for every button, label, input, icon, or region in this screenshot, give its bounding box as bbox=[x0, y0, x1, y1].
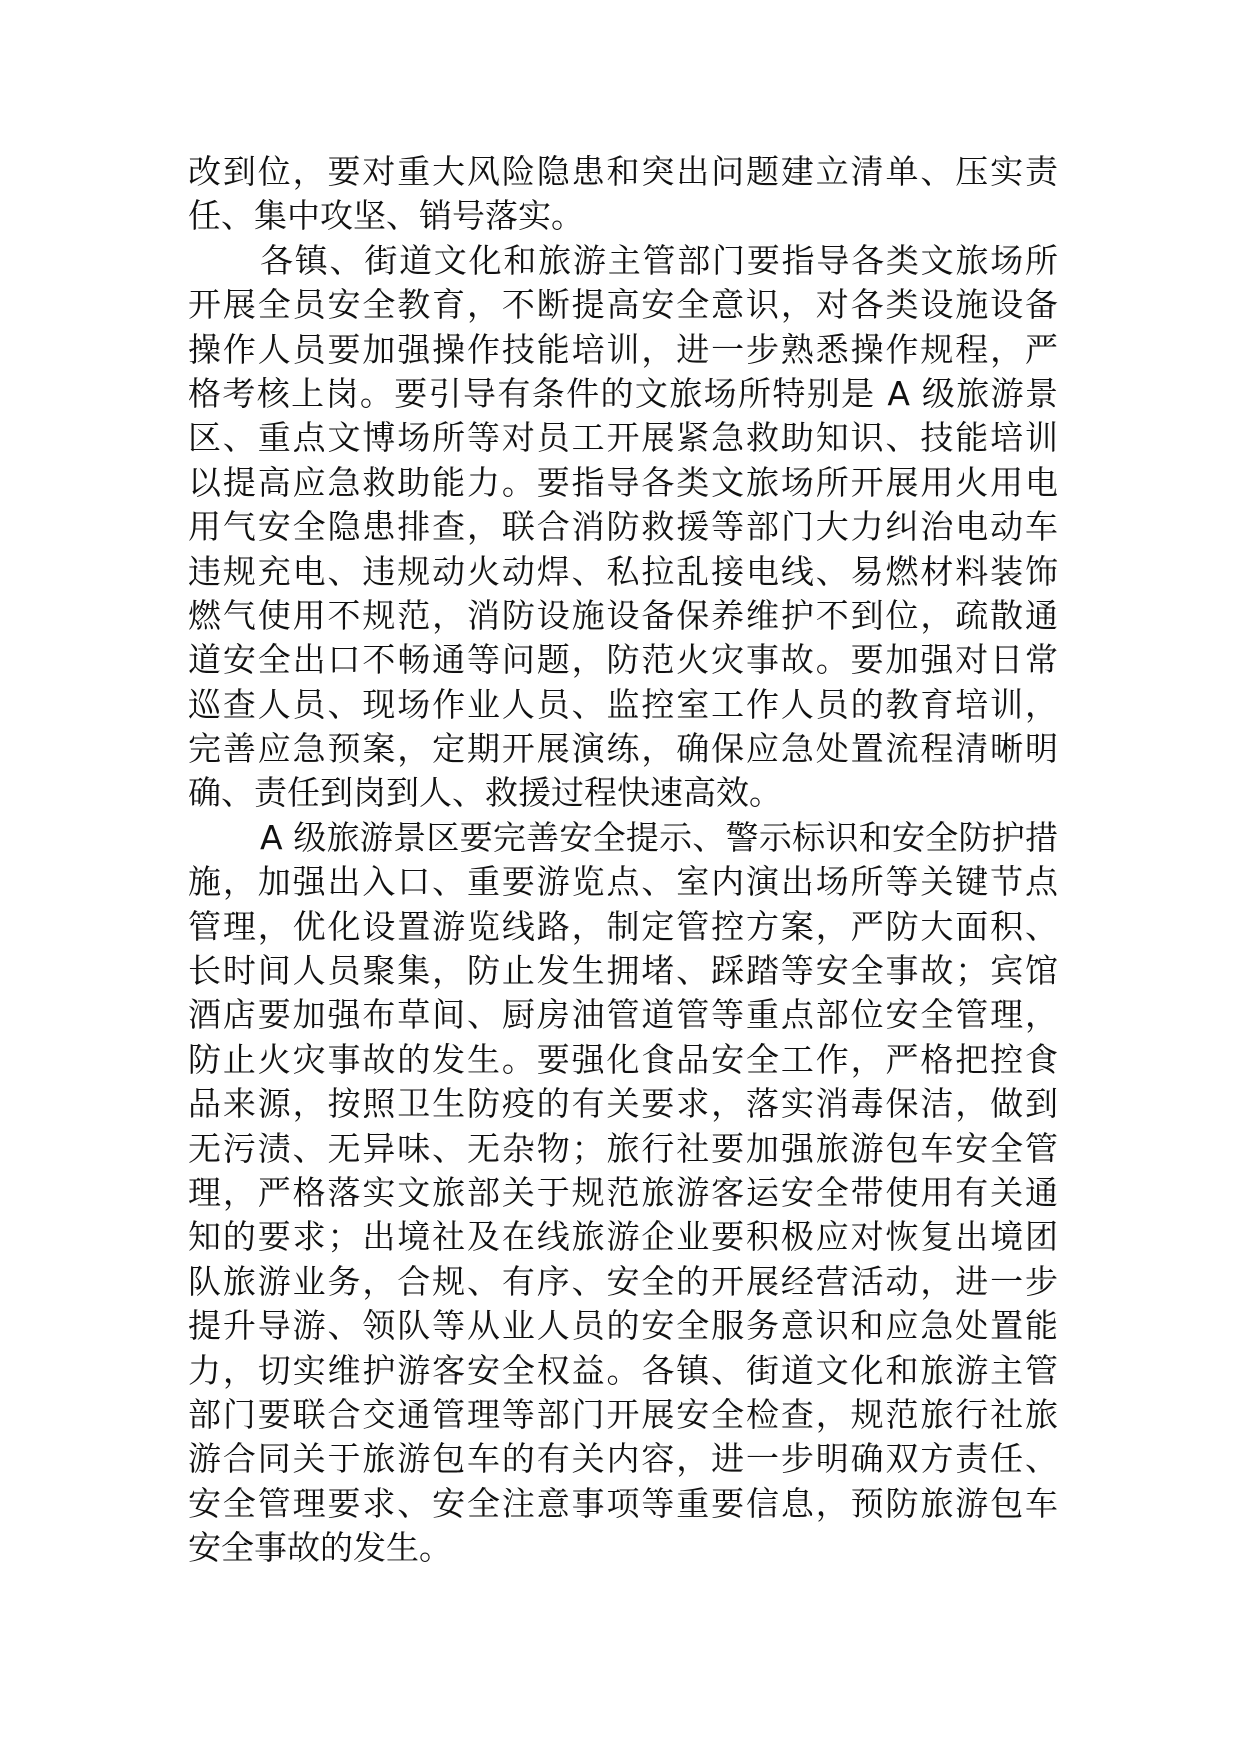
text-line: 队旅游业务，合规、有序、安全的开展经营活动，进一步 bbox=[188, 1261, 1058, 1301]
text-line: 任、集中攻坚、销号落实。 bbox=[188, 196, 584, 236]
text-line: 违规充电、违规动火动焊、私拉乱接电线、易燃材料装饰 bbox=[188, 551, 1058, 591]
text-line: 安全管理要求、安全注意事项等重要信息，预防旅游包车 bbox=[188, 1483, 1058, 1523]
text-line: 部门要联合交通管理等部门开展安全检查，规范旅行社旅 bbox=[188, 1394, 1058, 1434]
text-line: 理，严格落实文旅部关于规范旅游客运安全带使用有关通 bbox=[188, 1172, 1058, 1212]
text-line: 管理，优化设置游览线路，制定管控方案，严防大面积、 bbox=[188, 906, 1058, 946]
text-line: 游合同关于旅游包车的有关内容，进一步明确双方责任、 bbox=[188, 1439, 1058, 1479]
text-line: A 级旅游景区要完善安全提示、警示标识和安全防护措 bbox=[260, 817, 1058, 857]
text-line: 燃气使用不规范，消防设施设备保养维护不到位，疏散通 bbox=[188, 595, 1058, 635]
text-line: 无污渍、无异味、无杂物；旅行社要加强旅游包车安全管 bbox=[188, 1128, 1058, 1168]
text-line: 力，切实维护游客安全权益。各镇、街道文化和旅游主管 bbox=[188, 1350, 1058, 1390]
text-line: 巡查人员、现场作业人员、监控室工作人员的教育培训， bbox=[188, 684, 1058, 724]
paragraph bbox=[188, 816, 1058, 1571]
text-line: 长时间人员聚集，防止发生拥堵、踩踏等安全事故；宾馆 bbox=[188, 951, 1058, 991]
text-line: 确、责任到岗到人、救援过程快速高效。 bbox=[188, 773, 782, 813]
text-line: 安全事故的发生。 bbox=[188, 1528, 452, 1568]
text-line: 施，加强出入口、重要游览点、室内演出场所等关键节点 bbox=[188, 862, 1058, 902]
paragraph bbox=[188, 150, 1058, 239]
text-line: 用气安全隐患排查，联合消防救援等部门大力纠治电动车 bbox=[188, 507, 1058, 547]
text-line: 以提高应急救助能力。要指导各类文旅场所开展用火用电 bbox=[188, 462, 1058, 502]
paragraph bbox=[188, 239, 1058, 816]
text-line: 操作人员要加强操作技能培训，进一步熟悉操作规程，严 bbox=[188, 329, 1058, 369]
text-line: 区、重点文博场所等对员工开展紧急救助知识、技能培训 bbox=[188, 418, 1058, 458]
text-line: 防止火灾事故的发生。要强化食品安全工作，严格把控食 bbox=[188, 1039, 1058, 1079]
document-body bbox=[188, 150, 1058, 1571]
text-line: 品来源，按照卫生防疫的有关要求，落实消毒保洁，做到 bbox=[188, 1084, 1058, 1124]
text-line: 提升导游、领队等从业人员的安全服务意识和应急处置能 bbox=[188, 1306, 1058, 1346]
text-line: 格考核上岗。要引导有条件的文旅场所特别是 A 级旅游景 bbox=[188, 373, 1058, 413]
text-line: 开展全员安全教育，不断提高安全意识，对各类设施设备 bbox=[188, 285, 1058, 325]
text-line: 改到位，要对重大风险隐患和突出问题建立清单、压实责 bbox=[188, 152, 1058, 191]
text-line: 酒店要加强布草间、厨房油管道管等重点部位安全管理， bbox=[188, 995, 1058, 1035]
text-line: 知的要求；出境社及在线旅游企业要积极应对恢复出境团 bbox=[188, 1217, 1058, 1257]
text-line: 完善应急预案，定期开展演练，确保应急处置流程清晰明 bbox=[188, 729, 1058, 769]
text-line: 各镇、街道文化和旅游主管部门要指导各类文旅场所 bbox=[260, 240, 1058, 280]
text-line: 道安全出口不畅通等问题，防范火灾事故。要加强对日常 bbox=[188, 640, 1058, 680]
